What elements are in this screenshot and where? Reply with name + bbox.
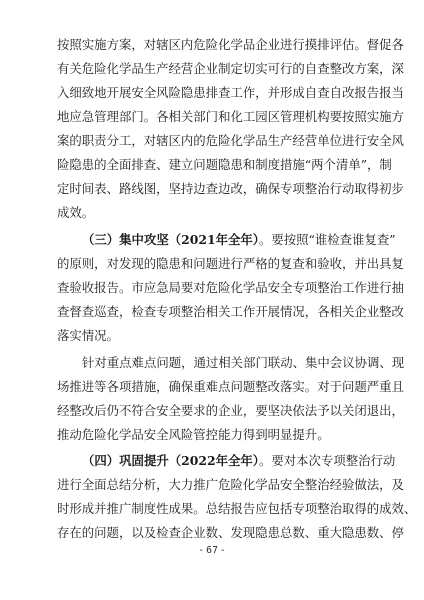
paragraph-line: 险隐患的全面排查、建立问题隐患和制度措施“两个清单”，制: [57, 157, 392, 172]
paragraph-line: 针对重点难点问题，通过相关部门联动、集中会议协调、现: [82, 355, 405, 370]
paragraph-line: 经整改后仍不符合安全要求的企业，要坚决依法予以关闭退出，: [57, 403, 404, 418]
paragraph-line: 有关危险化学品生产经营企业制定切实可行的自查整改方案，深: [57, 61, 404, 76]
paragraph-line: 入细致地开展安全风险隐患排查工作，并形成自查自改报告报当: [57, 85, 404, 100]
paragraph-line: [82, 453, 396, 468]
section-heading: （四）巩固提升（2022年全年）: [82, 453, 259, 468]
paragraph-line: 查验收报告。市应急局要对危险化学品安全专项整治工作进行抽: [57, 280, 404, 295]
paragraph-text: 。要对本次专项整治行动: [258, 453, 396, 468]
paragraph-text: 。要按照“谁检查谁复查”: [258, 232, 396, 247]
paragraph-line: 定时间表、路线图，坚持边查边改，确保专项整治行动取得初步: [57, 181, 404, 196]
section-heading: （三）集中攻坚（2021年全年）: [82, 232, 259, 247]
paragraph-line: 按照实施方案，对辖区内危险化学品企业进行摸排评估。督促各: [57, 37, 404, 52]
page-number: - 67 -: [199, 545, 225, 556]
paragraph-line: 时形成并推广制度性成果。总结报告应包括专项整治取得的成效、: [57, 501, 417, 516]
paragraph-line: 进行全面总结分析，大力推广危险化学品安全整治经验做法，及: [57, 477, 404, 492]
paragraph-line: 存在的问题，以及检查企业数、发现隐患总数、重大隐患数、停: [57, 525, 404, 540]
paragraph-line: 地应急管理部门。各相关部门和化工园区管理机构要按照实施方: [57, 109, 404, 124]
paragraph-line: 推动危险化学品安全风险管控能力得到明显提升。: [57, 427, 330, 442]
paragraph-line: 场推进等各项措施，确保重难点问题整改落实。对于问题严重且: [57, 379, 404, 394]
paragraph-line: 查督查巡查，检查专项整治相关工作开展情况，各相关企业整改: [57, 304, 404, 319]
paragraph-line: 成效。: [57, 205, 95, 220]
paragraph-line: 的原则，对发现的隐患和问题进行严格的复查和验收，并出具复: [57, 256, 404, 271]
paragraph-line: 落实情况。: [57, 328, 119, 343]
paragraph-line: 案的职责分工，对辖区内的危险化学品生产经营单位进行安全风: [57, 133, 404, 148]
paragraph-line: [82, 232, 396, 247]
